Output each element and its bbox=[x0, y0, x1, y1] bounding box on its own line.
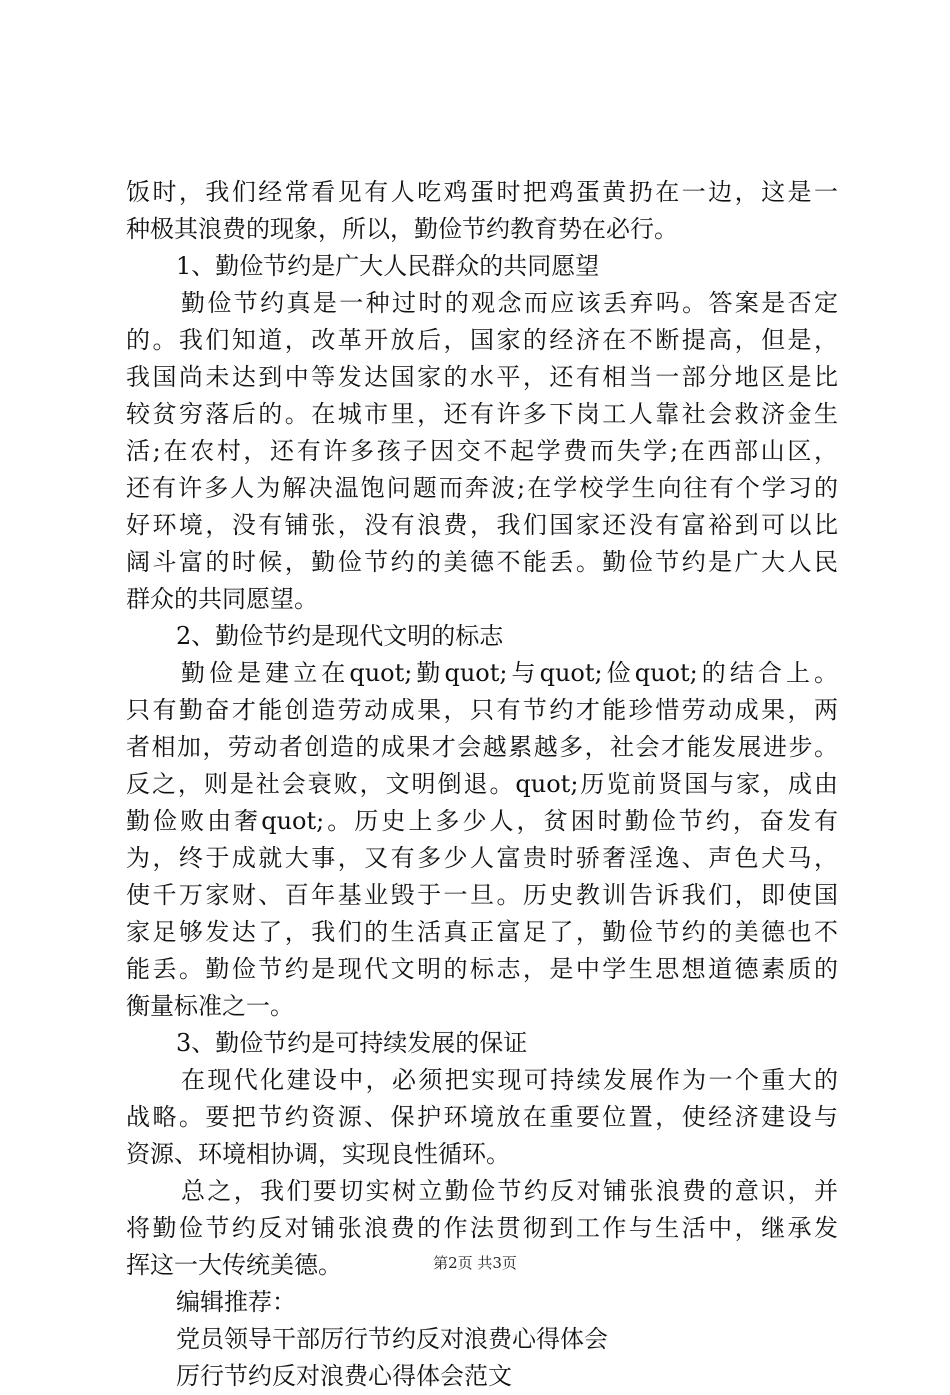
text-line: 活;在农村，还有许多孩子因交不起学费而失学;在西部山区， bbox=[126, 437, 838, 465]
text-line: 较贫穷落后的。在城市里，还有许多下岗工人靠社会救济金生 bbox=[126, 400, 838, 428]
text-line: 使千万家财、百年基业毁于一旦。历史教训告诉我们，即使国 bbox=[126, 881, 838, 909]
text-line: 总之，我们要切实树立勤俭节约反对铺张浪费的意识，并 bbox=[181, 1177, 838, 1205]
paragraph bbox=[126, 655, 838, 1025]
text-line: 种极其浪费的现象，所以，勤俭节约教育势在必行。 bbox=[126, 215, 678, 243]
paragraph bbox=[126, 285, 838, 618]
recommendation-label bbox=[126, 1284, 838, 1321]
text-line: 勤俭败由奢quot;。历史上多少人，贫困时勤俭节约，奋发有 bbox=[126, 807, 838, 835]
text-line: 厉行节约反对浪费心得体会范文 bbox=[176, 1362, 512, 1390]
paragraph bbox=[126, 1062, 838, 1173]
recommendation-link-2[interactable] bbox=[126, 1358, 838, 1395]
text-line: 能丢。勤俭节约是现代文明的标志，是中学生思想道德素质的 bbox=[126, 955, 838, 983]
section-heading bbox=[126, 1025, 838, 1062]
text-line: 者相加，劳动者创造的成果才会越累越多，社会才能发展进步。 bbox=[126, 733, 838, 761]
text-line: 在现代化建设中，必须把实现可持续发展作为一个重大的 bbox=[181, 1066, 838, 1094]
text-line: 资源、环境相协调，实现良性循环。 bbox=[126, 1140, 510, 1168]
text-line: 勤俭节约真是一种过时的观念而应该丢弃吗。答案是否定 bbox=[181, 289, 838, 317]
text-line: 的。我们知道，改革开放后，国家的经济在不断提高，但是， bbox=[126, 326, 838, 354]
text-line: 战略。要把节约资源、保护环境放在重要位置，使经济建设与 bbox=[126, 1103, 838, 1131]
section-heading bbox=[126, 248, 838, 285]
text-line: 反之，则是社会衰败，文明倒退。quot;历览前贤国与家，成由 bbox=[126, 770, 838, 798]
text-line: 好环境，没有铺张，没有浪费，我们国家还没有富裕到可以比 bbox=[126, 511, 838, 539]
text-line: 群众的共同愿望。 bbox=[126, 585, 318, 613]
text-line: 只有勤奋才能创造劳动成果，只有节约才能珍惜劳动成果，两 bbox=[126, 696, 838, 724]
page-footer bbox=[0, 1252, 950, 1273]
text-line: 勤俭是建立在quot;勤quot;与quot;俭quot;的结合上。 bbox=[181, 659, 838, 687]
text-line: 饭时，我们经常看见有人吃鸡蛋时把鸡蛋黄扔在一边，这是一 bbox=[126, 178, 838, 206]
page-number: 第2页 共3页 bbox=[433, 1254, 517, 1272]
text-line: 我国尚未达到中等发达国家的水平，还有相当一部分地区是比 bbox=[126, 363, 838, 391]
text-line: 衡量标准之一。 bbox=[126, 992, 294, 1020]
paragraph bbox=[126, 174, 838, 248]
text-line: 将勤俭节约反对铺张浪费的作法贯彻到工作与生活中，继承发 bbox=[126, 1214, 838, 1242]
text-line: 家足够发达了，我们的生活真正富足了，勤俭节约的美德也不 bbox=[126, 918, 838, 946]
text-line: 挥这一大传统美德。 bbox=[126, 1251, 342, 1279]
heading-text: 1、勤俭节约是广大人民群众的共同愿望 bbox=[176, 252, 600, 280]
heading-text: 3、勤俭节约是可持续发展的保证 bbox=[176, 1029, 528, 1057]
recommendation-link-1[interactable] bbox=[126, 1321, 838, 1358]
section-heading bbox=[126, 618, 838, 655]
text-line: 阔斗富的时候，勤俭节约的美德不能丢。勤俭节约是广大人民 bbox=[126, 548, 838, 576]
heading-text: 2、勤俭节约是现代文明的标志 bbox=[176, 622, 504, 650]
text-line: 还有许多人为解决温饱问题而奔波;在学校学生向往有个学习的 bbox=[126, 474, 838, 502]
document-body bbox=[126, 174, 838, 1395]
text-line: 为，终于成就大事，又有多少人富贵时骄奢淫逸、声色犬马， bbox=[126, 844, 838, 872]
text-line: 党员领导干部厉行节约反对浪费心得体会 bbox=[176, 1325, 608, 1353]
text-line: 编辑推荐： bbox=[176, 1288, 296, 1316]
